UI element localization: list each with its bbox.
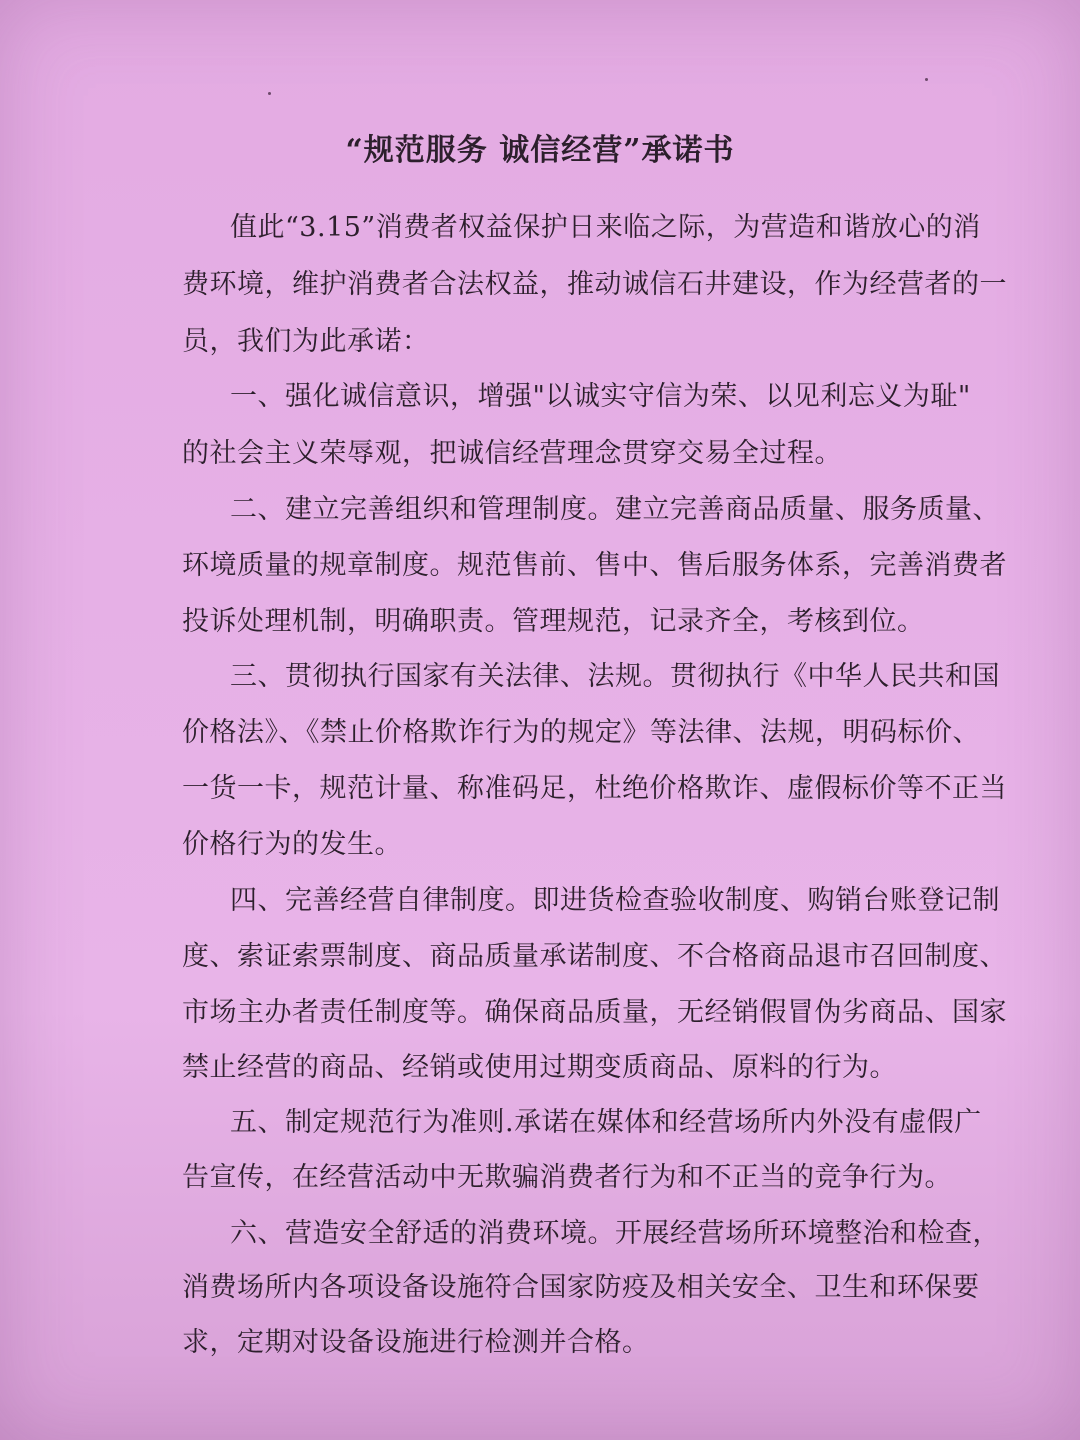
- paragraph-line: 市场主办者责任制度等。确保商品质量，无经销假冒伪劣商品、国家: [182, 997, 1007, 1028]
- paragraph-line: 五、制定规范行为准则.承诺在媒体和经营场所内外没有虚假广: [230, 1107, 982, 1138]
- paragraph-line: 禁止经营的商品、经销或使用过期变质商品、原料的行为。: [182, 1052, 897, 1083]
- paper-speck: [268, 92, 271, 95]
- paragraph-line: 费环境，维护消费者合法权益，推动诚信石井建设，作为经营者的一: [182, 269, 1007, 300]
- paragraph-line: 值此“3.15”消费者权益保护日来临之际，为营造和谐放心的消: [230, 212, 981, 243]
- paper-speck: [925, 78, 928, 81]
- paragraph-line: 求，定期对设备设施进行检测并合格。: [182, 1327, 650, 1358]
- paragraph-line: 环境质量的规章制度。规范售前、售中、售后服务体系，完善消费者: [182, 550, 1007, 581]
- paragraph-line: 一、强化诚信意识，增强"以诚实守信为荣、以见利忘义为耻": [230, 381, 971, 412]
- paragraph-line: 告宣传，在经营活动中无欺骗消费者行为和不正当的竞争行为。: [182, 1162, 952, 1193]
- paragraph-line: 六、营造安全舒适的消费环境。开展经营场所环境整治和检查，: [230, 1218, 1000, 1249]
- paragraph-line: 价格行为的发生。: [182, 829, 402, 860]
- paragraph-line: 四、完善经营自律制度。即进货检查验收制度、购销台账登记制: [230, 885, 1000, 916]
- paragraph-line: 投诉处理机制，明确职责。管理规范，记录齐全，考核到位。: [182, 606, 925, 637]
- document-title: “规范服务 诚信经营”承诺书: [345, 133, 735, 168]
- paragraph-line: 价格法》、《禁止价格欺诈行为的规定》等法律、法规，明码标价、: [182, 717, 980, 748]
- paragraph-line: 二、建立完善组织和管理制度。建立完善商品质量、服务质量、: [230, 494, 1000, 525]
- paragraph-line: 消费场所内各项设备设施符合国家防疫及相关安全、卫生和环保要: [182, 1272, 980, 1303]
- paragraph-line: 一货一卡，规范计量、称准码足，杜绝价格欺诈、虚假标价等不正当: [182, 773, 1007, 804]
- paragraph-line: 员，我们为此承诺：: [182, 326, 430, 357]
- paragraph-line: 三、贯彻执行国家有关法律、法规。贯彻执行《中华人民共和国: [230, 661, 1000, 692]
- paragraph-line: 的社会主义荣辱观，把诚信经营理念贯穿交易全过程。: [182, 438, 842, 469]
- paragraph-line: 度、索证索票制度、商品质量承诺制度、不合格商品退市召回制度、: [182, 941, 1007, 972]
